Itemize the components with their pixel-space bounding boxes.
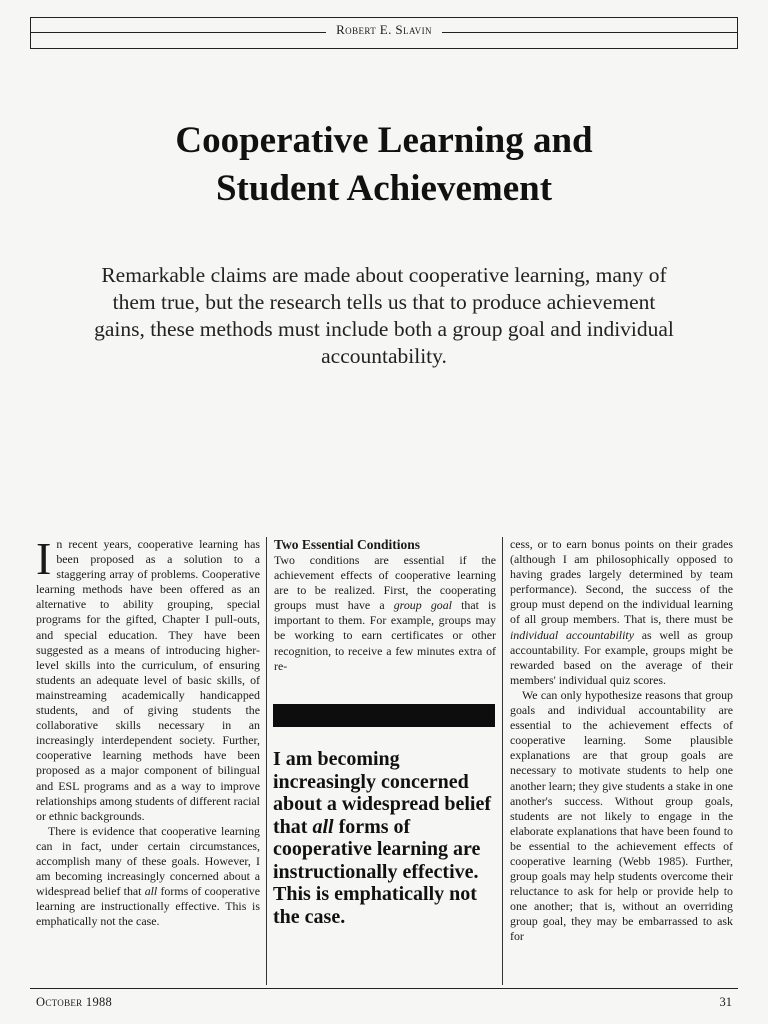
drop-cap: I (36, 533, 52, 584)
paragraph-2 (36, 824, 260, 930)
column-divider-2 (502, 537, 503, 985)
footer-rule (30, 988, 738, 989)
pullquote-emphasis: all (312, 815, 334, 838)
column-divider-1 (266, 537, 267, 985)
running-head (0, 22, 768, 39)
hypothesis-paragraph: We can only hypothesize reasons that group goals and individual accountability are essential to the achievement effects of cooperative learning. Some plausible explanations are that group goals are necessary to motivate students to help one another learn; they give students a stake in one another's success. Without group goals, students are not likely to engage in the elaborate explanations that have been found to be essential to the achievement effects of cooperative learning (Webb 1985). Further, group goals may help students overcome their reluctance to ask for help or provide help to one another; that is, without an overriding group goal, they may be embarrassed to ask for (510, 687, 733, 944)
page-number: 31 (719, 995, 732, 1009)
intro-paragraph (36, 533, 260, 824)
pullquote-text-b: forms of cooperative learning are instructionally effective. This is emphatically not the case. (273, 815, 481, 928)
intro-text: n recent years, cooperative learning has been proposed as a solution to a staggering array of problems. Cooperative learning methods have been offered as an alternative to ability grouping, special programs for the gifted, Chapter I pull-outs, and special education. They have been suggested as a means of introducing higher-level skills into the curriculum, of ensuring students an adequate level of basic skills, of mainstreaming academically handicapped students, and of giving students the collaborative skills necessary in an increasingly interdependent society. Further, cooperative learning methods have been proposed as a major component of bilingual and ESL programs and as a way to improve relationships among students of different racial or ethnic backgrounds. (36, 537, 260, 823)
continued-emphasis: individual accountability (510, 627, 634, 642)
footer-date: October 1988 (36, 995, 113, 1009)
header-rule-top (30, 17, 738, 18)
pullquote (273, 748, 499, 928)
continued-paragraph (510, 537, 733, 688)
conditions-text-a: Two conditions are essential if the achievement effects of cooperative learning are to be realized. First, the cooperating groups must have a (274, 553, 496, 613)
column-1 (36, 533, 260, 929)
paragraph-2-text-b: forms of cooperative learning are instructionally effective. This is emphatically not the case. (36, 884, 260, 929)
author-name: Robert E. Slavin (326, 22, 442, 37)
conditions-text-b: that is important to them. For example, groups may be working to earn certificates or other recognition, to receive a few minutes extra of re- (274, 598, 496, 673)
article-deck: Remarkable claims are made about cooperative learning, many of them true, but the research tells us that to produce achievement gains, these methods must include both a group goal and individual accountability. (94, 263, 674, 368)
paragraph-2-emphasis: all (144, 884, 158, 899)
continued-text-a: cess, or to earn bonus points on their grades (although I am philosophically opposed to having grades largely determined by team performance). Second, the success of the group must depend on the individual learning of all group members. That is, there must be (510, 537, 733, 627)
article-title: Cooperative Learning and Student Achievement (175, 120, 593, 209)
paragraph-2-text-a: There is evidence that cooperative learning can in fact, under certain circumstances, accomplish many of these goals. However, I am becoming increasingly concerned about a widespread belief that (36, 823, 260, 899)
conditions-paragraph (274, 553, 496, 674)
column-3 (510, 537, 733, 945)
header-rule-bottom (30, 48, 738, 49)
column-2 (274, 537, 496, 674)
conditions-emphasis: group goal (393, 598, 452, 613)
continued-text-b: as well as group accountability. For example, groups might be rewarded based on the average of their members' individual quiz scores. (510, 627, 734, 687)
section-heading: Two Essential Conditions (274, 537, 421, 552)
pullquote-bar (273, 704, 495, 727)
pullquote-text-a: I am becoming increasingly concerned about a widespread belief that (273, 748, 491, 838)
